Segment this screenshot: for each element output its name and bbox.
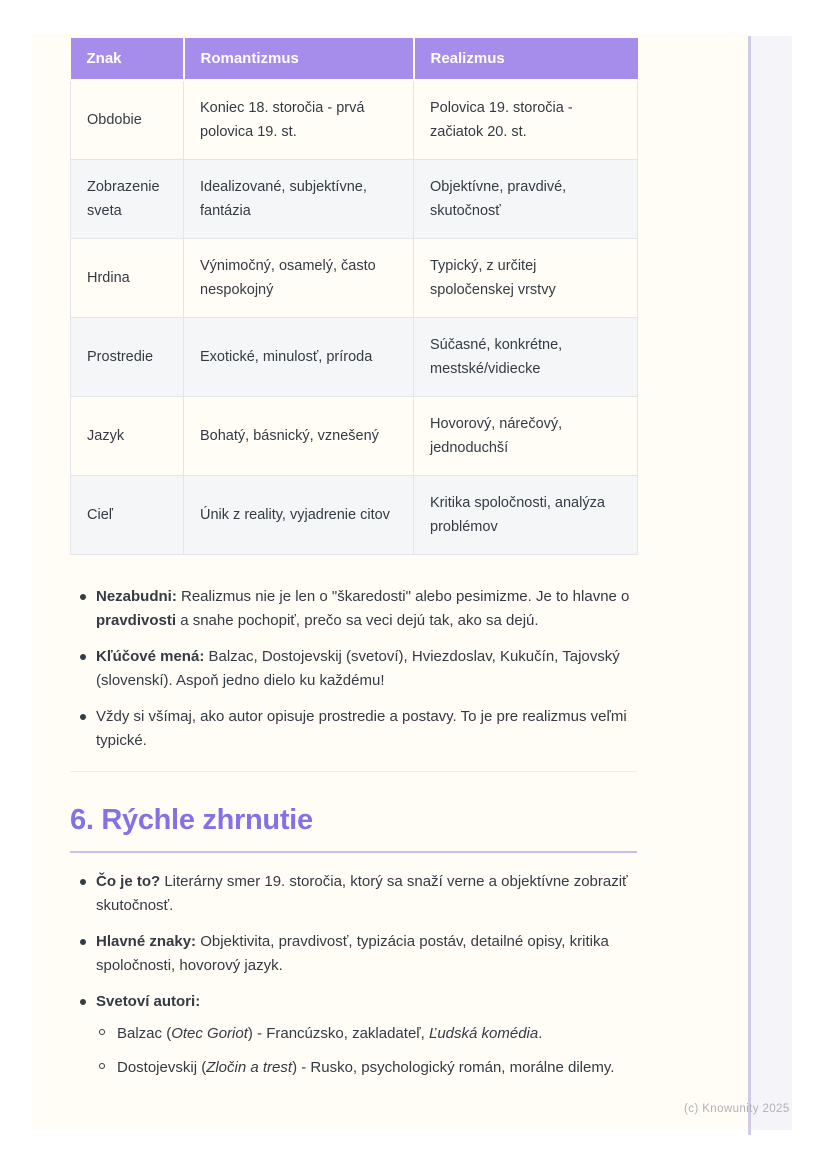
table-row xyxy=(71,475,638,554)
list-item xyxy=(70,990,637,1080)
table-cell: Cieľ xyxy=(71,475,184,554)
viewer-gutter xyxy=(751,36,792,1130)
sub-list-item xyxy=(96,1022,637,1046)
section-divider xyxy=(70,771,637,772)
text-run: Nezabudni: xyxy=(96,587,177,605)
text-run: Balzac ( xyxy=(117,1024,172,1042)
sub-list xyxy=(96,1022,637,1080)
text-run: a snahe pochopiť, prečo sa veci dejú tak, ako sa dejú. xyxy=(176,611,539,629)
copyright-watermark: (c) Knowunity 2025 xyxy=(684,1103,790,1115)
table-cell: Idealizované, subjektívne, fantázia xyxy=(184,159,414,238)
text-run: Hlavné znaky: xyxy=(96,932,197,950)
text-run: Svetoví autori: xyxy=(96,992,201,1010)
table-header-row xyxy=(71,38,638,80)
text-run: Vždy si všímaj, ako autor opisuje prostredie a postavy. To je pre realizmus veľmi typické. xyxy=(96,707,627,749)
comparison-table xyxy=(70,38,638,555)
text-run: pravdivosti xyxy=(96,611,177,629)
table-cell: Kritika spoločnosti, analýza problémov xyxy=(414,475,638,554)
table-row xyxy=(71,317,638,396)
table-cell: Koniec 18. storočia - prvá polovica 19. st. xyxy=(184,80,414,159)
text-run: Dostojevskij ( xyxy=(117,1058,207,1076)
table-cell: Bohatý, básnický, vznešený xyxy=(184,396,414,475)
table-row xyxy=(71,396,638,475)
table-cell: Hovorový, nárečový, jednoduchší xyxy=(414,396,638,475)
table-body xyxy=(71,80,638,554)
sub-list-item xyxy=(96,1056,637,1080)
table-row xyxy=(71,80,638,159)
list-item xyxy=(70,645,637,693)
text-run: Ľudská komédia xyxy=(429,1024,539,1042)
table-row xyxy=(71,159,638,238)
list-item xyxy=(70,705,637,753)
table-header-romantizmus: Romantizmus xyxy=(184,38,414,80)
list-item xyxy=(70,585,637,633)
table-cell: Typický, z určitej spoločenskej vrstvy xyxy=(414,238,638,317)
text-run: ) - Rusko, psychologický román, morálne dilemy. xyxy=(292,1058,615,1076)
table-cell: Polovica 19. storočia - začiatok 20. st. xyxy=(414,80,638,159)
section-heading: 6. Rýchle zhrnutie xyxy=(70,802,637,853)
table-cell: Prostredie xyxy=(71,317,184,396)
list-item xyxy=(70,930,637,978)
text-run: Objektivita, pravdivosť, typizácia postáv, detailné opisy, kritika spoločnosti, hovorový jazyk. xyxy=(96,932,609,974)
text-run: . xyxy=(538,1024,543,1042)
table-cell: Zobrazenie sveta xyxy=(71,159,184,238)
text-run: Kľúčové mená: xyxy=(96,647,205,665)
table-cell: Jazyk xyxy=(71,396,184,475)
table-row xyxy=(71,238,638,317)
text-run: Zločin a trest xyxy=(206,1058,293,1076)
table-cell: Výnimočný, osamelý, často nespokojný xyxy=(184,238,414,317)
text-run: Otec Goriot xyxy=(171,1024,248,1042)
table-cell: Únik z reality, vyjadrenie citov xyxy=(184,475,414,554)
table-cell: Obdobie xyxy=(71,80,184,159)
summary-list xyxy=(70,870,637,1080)
text-run: ) - Francúzsko, zakladateľ, xyxy=(247,1024,429,1042)
list-item xyxy=(70,870,637,918)
text-run: Čo je to? xyxy=(96,872,161,890)
text-run: Realizmus nie je len o "škaredosti" alebo pesimizme. Je to hlavne o xyxy=(176,587,630,605)
page-content xyxy=(70,34,637,1092)
table-header-znak: Znak xyxy=(71,38,184,80)
table-cell: Objektívne, pravdivé, skutočnosť xyxy=(414,159,638,238)
table-header-realizmus: Realizmus xyxy=(414,38,638,80)
document-page xyxy=(32,34,748,1130)
table-cell: Hrdina xyxy=(71,238,184,317)
notes-list xyxy=(70,585,637,753)
table-cell: Exotické, minulosť, príroda xyxy=(184,317,414,396)
table-cell: Súčasné, konkrétne, mestské/vidiecke xyxy=(414,317,638,396)
text-run: Literárny smer 19. storočia, ktorý sa snaží verne a objektívne zobraziť skutočnosť. xyxy=(96,872,628,914)
text-run: Balzac, Dostojevskij (svetoví), Hviezdoslav, Kukučín, Tajovský (slovenskí). Aspoň jedno dielo ku každému! xyxy=(96,647,620,689)
